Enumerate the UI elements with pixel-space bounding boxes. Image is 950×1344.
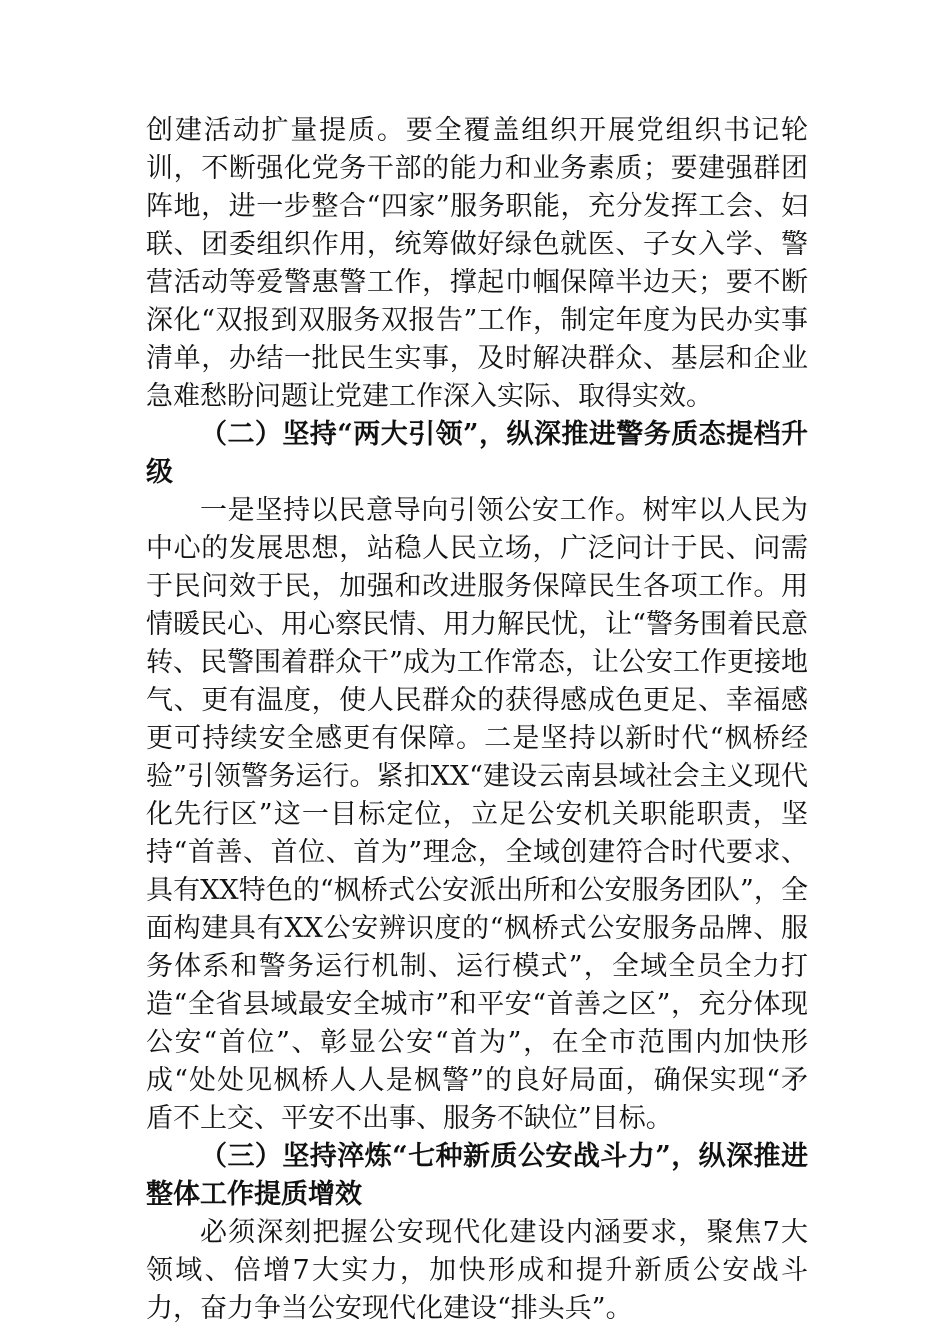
document-body [146,112,808,1328]
paragraph-public-opinion-fengqiao: 一是坚持以民意导向引领公安工作。树牢以人民为中心的发展思想，站稳人民立场，广泛问计于民、问需于民问效于民，加强和改进服务保障民生各项工作。用情暖民心、用心察民情、用力解民忧，让“警务围着民意转、民警围着群众干”成为工作常态，让公安工作更接地气、更有温度，使人民群众的获得感成色更足、幸福感更可持续安全感更有保障。二是坚持以新时代“枫桥经验”引领警务运行。紧扣XX“建设云南县域社会主义现代化先行区”这一目标定位，立足公安机关职能职责，坚持“首善、首位、首为”理念，全域创建符合时代要求、具有XX特色的“枫桥式公安派出所和公安服务团队”，全面构建具有XX公安辨识度的“枫桥式公安服务品牌、服务体系和警务运行机制、运行模式”，全域全员全力打造“全省县域最安全城市”和平安“首善之区”，充分体现公安“首位”、彰显公安“首为”，在全市范围内加快形成“处处见枫桥人人是枫警”的良好局面，确保实现“矛盾不上交、平安不出事、服务不缺位”目标。 [146,495,808,1134]
section-heading-two-leads: （二）坚持“两大引领”，纵深推进警务质态提档升级 [146,419,808,488]
paragraph-modernization: 必须深刻把握公安现代化建设内涵要求，聚焦7大领域、倍增7大实力，加快形成和提升新质公安战斗力，奋力争当公安现代化建设“排头兵”。 [146,1217,808,1324]
paragraph-party-building-continuation: 创建活动扩量提质。要全覆盖组织开展党组织书记轮训，不断强化党务干部的能力和业务素质；要建强群团阵地，进一步整合“四家”服务职能，充分发挥工会、妇联、团委组织作用，统筹做好绿色就医、子女入学、警营活动等爱警惠警工作，撑起巾帼保障半边天；要不断深化“双报到双服务双报告”工作，制定年度为民办实事清单，办结一批民生实事，及时解决群众、基层和企业急难愁盼问题让党建工作深入实际、取得实效。 [146,115,808,412]
section-heading-seven-capabilities: （三）坚持淬炼“七种新质公安战斗力”，纵深推进整体工作提质增效 [146,1141,808,1210]
